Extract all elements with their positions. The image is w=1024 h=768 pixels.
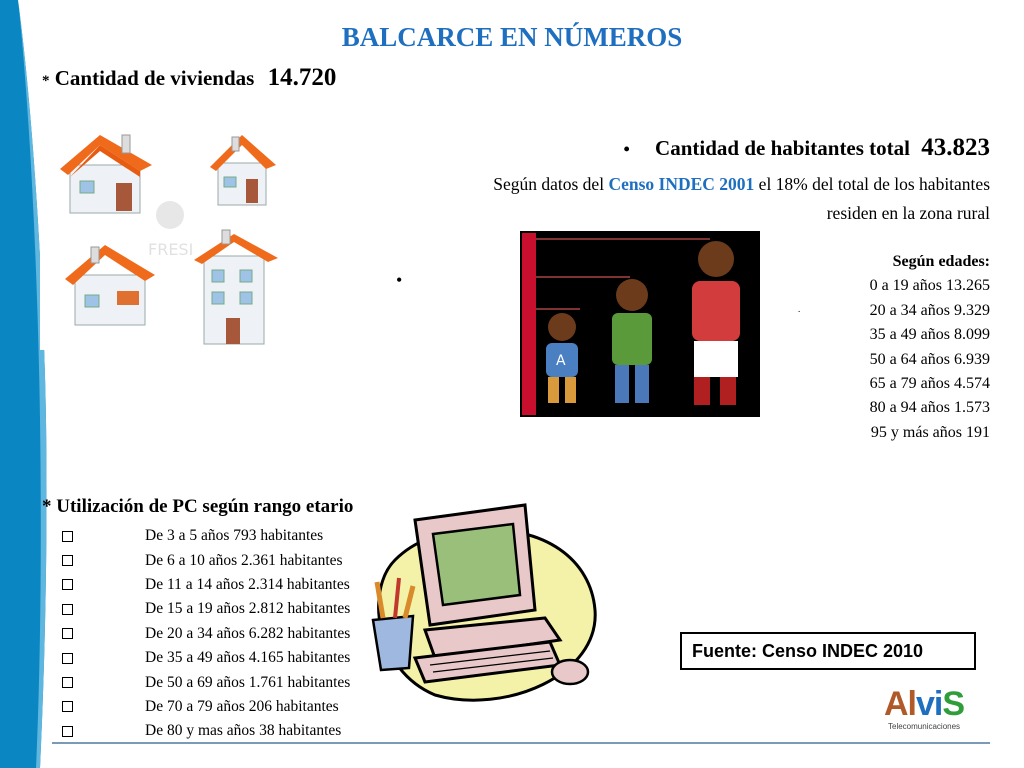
asterisk: * (42, 73, 50, 89)
censo-note-line1 (350, 170, 990, 199)
page-title: BALCARCE EN NÚMEROS (341, 22, 683, 52)
svg-text:A: A (556, 353, 566, 369)
censo-note-line2: residen en la zona rural (826, 203, 990, 223)
list-item-text: De 6 a 10 años 2.361 habitantes (145, 551, 343, 569)
list-item-text: De 50 a 69 años 1.761 habitantes (145, 673, 351, 691)
habitantes-value: 43.823 (921, 134, 990, 161)
viviendas-line (42, 64, 336, 92)
list-item-text: De 3 a 5 años 793 habitantes (145, 527, 324, 545)
list-item (62, 719, 377, 743)
list-item (62, 597, 377, 621)
list-item (62, 646, 377, 670)
checkbox-bullet-icon (62, 701, 73, 712)
bullet: • (623, 139, 630, 159)
svg-text:FRESI: FRESI (148, 240, 194, 259)
edades-item: 20 a 34 años 9.329 (869, 301, 990, 319)
list-item (62, 573, 377, 597)
list-item-text: De 11 a 14 años 2.314 habitantes (145, 575, 350, 593)
logo-subtitle: Telecomunicaciones (888, 722, 961, 731)
list-item-text: De 15 a 19 años 2.812 habitantes (145, 600, 351, 618)
list-item (62, 622, 377, 646)
edades-item: 80 a 94 años 1.573 (869, 399, 990, 417)
checkbox-bullet-icon (62, 677, 73, 688)
children-height-illustration (520, 231, 760, 417)
censo-prefix: Según datos del (493, 174, 605, 194)
censo-suffix: el 18% del total de los habitantes (758, 174, 990, 194)
checkbox-bullet-icon (62, 604, 73, 615)
checkbox-bullet-icon (62, 531, 73, 542)
edades-item: 50 a 64 años 6.939 (869, 350, 990, 368)
pc-usage-list (62, 524, 377, 744)
checkbox-bullet-icon (62, 628, 73, 639)
viviendas-value: 14.720 (267, 64, 337, 91)
edades-item: 0 a 19 años 13.265 (869, 277, 990, 295)
bottom-divider (52, 742, 990, 744)
edades-list (870, 250, 990, 445)
edades-item: 65 a 79 años 4.574 (869, 375, 990, 393)
checkbox-bullet-icon (62, 726, 73, 737)
list-item-text: De 35 a 49 años 4.165 habitantes (145, 649, 351, 667)
logo-wordmark: AlviS (884, 685, 965, 723)
viviendas-label: Cantidad de viviendas (54, 66, 255, 90)
pc-usage-title: * Utilización de PC según rango etario (42, 496, 354, 517)
list-item (62, 548, 377, 572)
habitantes-line (623, 134, 990, 162)
alvis-logo (884, 686, 994, 736)
habitantes-label: Cantidad de habitantes total (655, 136, 910, 160)
list-item (62, 695, 377, 719)
edades-item: 95 y más años 191 (870, 423, 990, 441)
checkbox-bullet-icon (62, 579, 73, 590)
list-item-text: De 80 y mas años 38 habitantes (145, 722, 342, 740)
bullet: • (396, 270, 403, 290)
list-item (62, 524, 377, 548)
checkbox-bullet-icon (62, 555, 73, 566)
list-item-text: De 20 a 34 años 6.282 habitantes (145, 624, 351, 642)
edades-heading: Según edades: (892, 253, 990, 270)
edades-item: 35 a 49 años 8.099 (869, 326, 990, 344)
list-item-text: De 70 a 79 años 206 habitantes (145, 697, 339, 715)
checkbox-bullet-icon (62, 653, 73, 664)
censo-note (350, 170, 990, 228)
computer-illustration (355, 500, 605, 705)
list-item (62, 670, 377, 694)
censo-source: Censo INDEC 2001 (608, 174, 755, 194)
houses-illustration (40, 115, 300, 350)
bullet-small: . (798, 304, 801, 314)
source-box: Fuente: Censo INDEC 2010 (680, 632, 976, 670)
